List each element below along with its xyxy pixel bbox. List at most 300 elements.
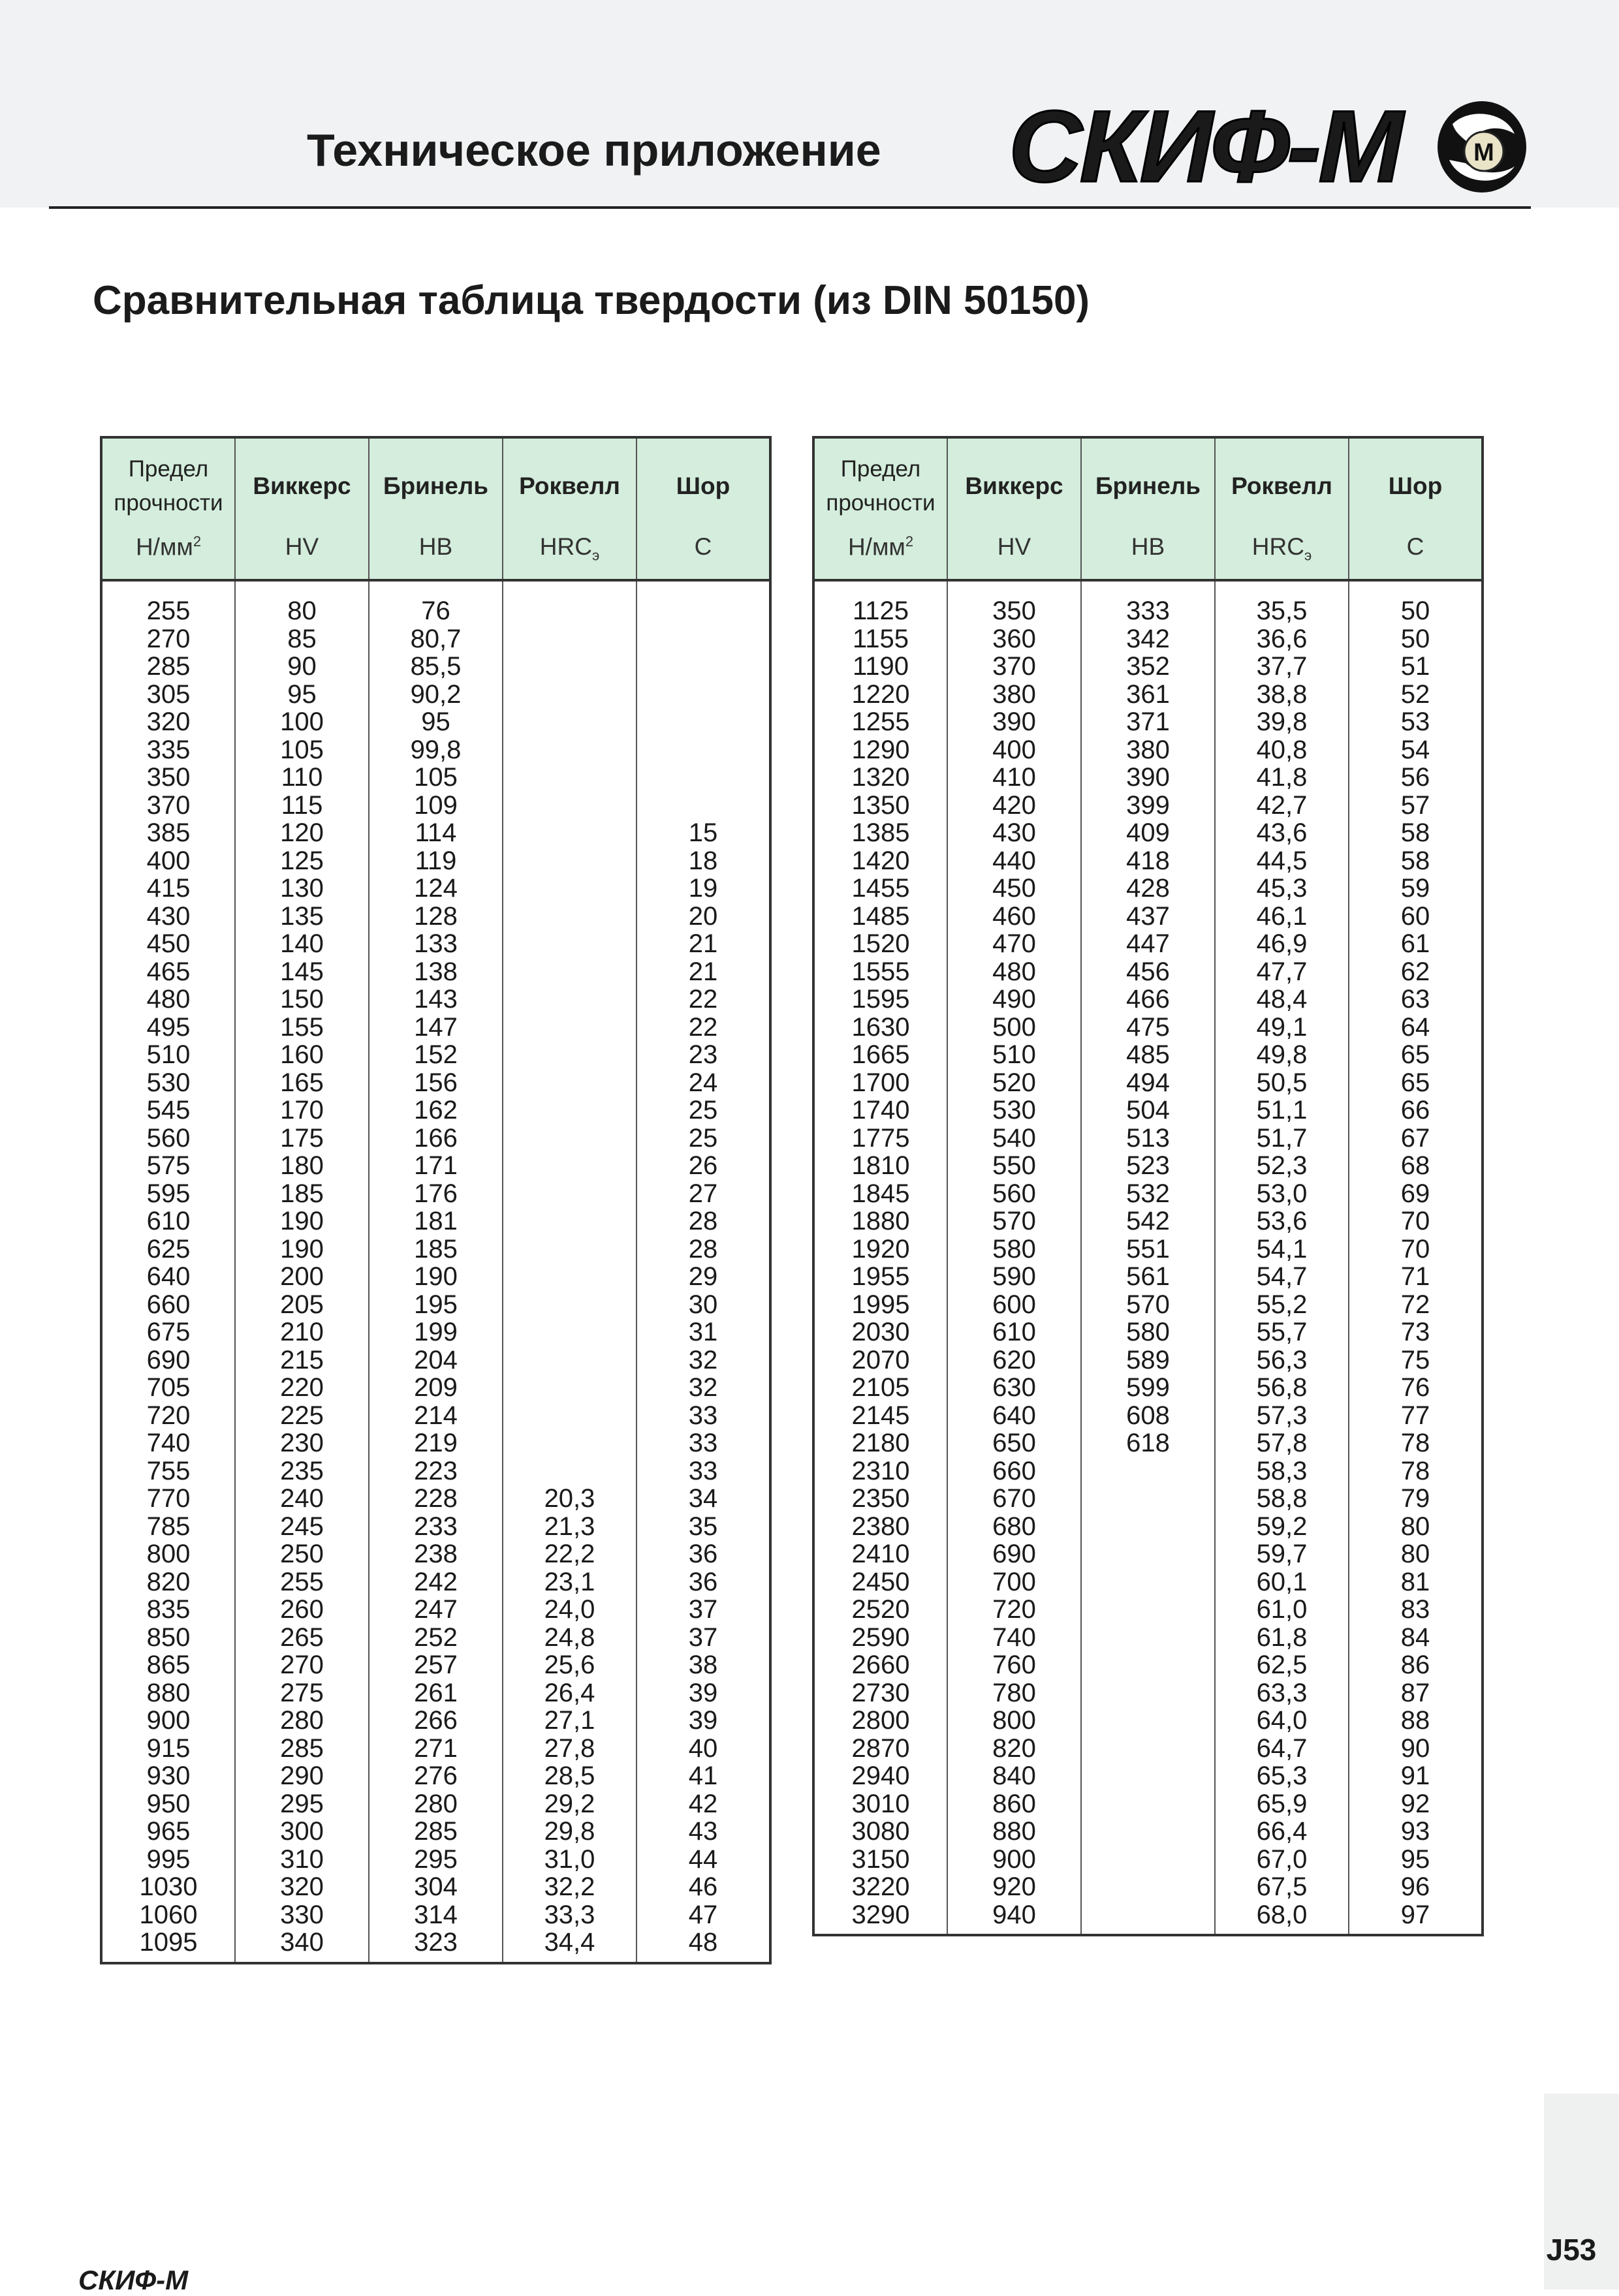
table-cell: 370 <box>146 790 191 820</box>
table-cell <box>503 1374 636 1402</box>
table-cell: 79 <box>1400 1484 1430 1513</box>
table-cell: 255 <box>146 597 191 625</box>
table-cell: 77 <box>1400 1401 1430 1430</box>
table-cell: 204 <box>414 1345 458 1374</box>
table-cell: 620 <box>992 1345 1036 1374</box>
table-cell: 48,4 <box>1256 985 1308 1014</box>
table-cell: 1775 <box>851 1123 910 1153</box>
table-cell: 23,1 <box>544 1567 595 1596</box>
table-cell: 58 <box>1400 846 1430 875</box>
table-cell: 460 <box>992 901 1036 931</box>
table-cell: 57 <box>1400 790 1430 820</box>
table-cell: 160 <box>280 1040 324 1069</box>
table-cell: 23 <box>688 1040 718 1069</box>
table-cell: 3290 <box>851 1900 910 1929</box>
col-brinell-title: Бринель <box>369 437 503 533</box>
table-cell: 390 <box>1126 763 1170 792</box>
hardness-table-left <box>100 436 772 1964</box>
table-cell: 71 <box>1400 1262 1430 1291</box>
table-cell: 155 <box>280 1012 324 1042</box>
table-cell: 2145 <box>851 1401 910 1430</box>
table-cell: 225 <box>280 1401 324 1430</box>
table-cell: 28,5 <box>544 1761 595 1790</box>
table-cell: 15 <box>688 818 718 847</box>
table-cell: 233 <box>414 1512 458 1541</box>
shore-column <box>1349 580 1483 1935</box>
table-cell: 880 <box>146 1678 191 1707</box>
table-cell: 840 <box>992 1761 1036 1790</box>
table-cell <box>637 736 769 764</box>
table-cell: 20 <box>688 901 718 931</box>
table-cell: 650 <box>992 1429 1036 1457</box>
table-body-row <box>101 580 770 1963</box>
table-cell: 33,3 <box>544 1900 595 1929</box>
table-cell: 185 <box>280 1179 324 1208</box>
table-cell: 61,8 <box>1256 1622 1308 1652</box>
table-cell: 310 <box>280 1844 324 1874</box>
table-cell: 55,7 <box>1256 1318 1308 1346</box>
table-cell: 33 <box>688 1456 718 1485</box>
table-cell: 320 <box>146 707 191 736</box>
table-cell <box>503 1069 636 1097</box>
table-cell: 930 <box>146 1761 191 1790</box>
table-cell: 590 <box>992 1262 1036 1291</box>
table-cell: 65 <box>1400 1040 1430 1069</box>
table-cell: 255 <box>280 1567 324 1596</box>
table-cell: 1700 <box>851 1068 910 1097</box>
table-cell: 320 <box>280 1872 324 1901</box>
col-strength-unit: $Н/мм^2$ <box>101 533 235 580</box>
table-cell: 280 <box>414 1789 458 1818</box>
table-cell: 314 <box>414 1900 458 1929</box>
table-cell: 500 <box>992 1012 1036 1042</box>
table-cell: 570 <box>992 1207 1036 1235</box>
table-cell: 156 <box>414 1068 458 1097</box>
strength-column <box>813 580 947 1935</box>
table-cell: 520 <box>992 1068 1036 1097</box>
table-cell: 63 <box>1400 985 1430 1014</box>
table-cell: 54,1 <box>1256 1234 1308 1264</box>
table-cell <box>503 1014 636 1042</box>
col-vickers-title: Виккерс <box>235 437 369 533</box>
table-cell: 1420 <box>851 846 910 875</box>
table-cell: 523 <box>1126 1151 1170 1180</box>
table-cell: 245 <box>280 1512 324 1541</box>
table-cell: 50,5 <box>1256 1068 1308 1097</box>
table-cell: 210 <box>280 1318 324 1346</box>
table-cell: 242 <box>414 1567 458 1596</box>
table-cell: 114 <box>415 818 457 847</box>
table-cell: 1995 <box>851 1290 910 1319</box>
table-cell: 180 <box>280 1151 324 1180</box>
table-cell: 510 <box>146 1040 191 1069</box>
table-cell: 755 <box>146 1456 191 1485</box>
table-cell: 1740 <box>851 1096 910 1125</box>
table-cell: 266 <box>414 1706 458 1735</box>
table-cell: 490 <box>992 985 1036 1014</box>
col-brinell-title: Бринель <box>1081 437 1215 533</box>
table-cell <box>503 1180 636 1208</box>
table-cell: 100 <box>280 707 324 736</box>
table-cell: 580 <box>992 1234 1036 1264</box>
table-cell <box>503 792 636 820</box>
table-cell: 265 <box>280 1622 324 1652</box>
table-cell: 59,7 <box>1256 1540 1308 1568</box>
table-cell: 740 <box>146 1429 191 1457</box>
table-cell: 705 <box>146 1373 191 1402</box>
table-cell <box>637 597 769 625</box>
table-cell: 560 <box>992 1179 1036 1208</box>
table-cell: 257 <box>414 1651 458 1679</box>
table-cell: 78 <box>1400 1429 1430 1457</box>
table-cell: 81 <box>1400 1567 1430 1596</box>
table-cell: 800 <box>146 1540 191 1568</box>
vickers-column <box>947 580 1081 1935</box>
table-cell <box>503 1207 636 1235</box>
table-cell <box>503 1152 636 1180</box>
table-cell <box>503 1402 636 1430</box>
table-cell: 147 <box>414 1012 458 1042</box>
table-cell: 450 <box>992 874 1036 903</box>
table-cell: 88 <box>1400 1706 1430 1735</box>
table-cell: 46,1 <box>1256 901 1308 931</box>
table-cell: 437 <box>1126 901 1170 931</box>
col-shore-title: Шор <box>637 437 770 533</box>
table-cell: 660 <box>146 1290 191 1319</box>
table-cell: 29 <box>688 1262 718 1291</box>
table-cell: 1060 <box>139 1900 198 1929</box>
table-cell: 270 <box>280 1651 324 1679</box>
col-rockwell-title: Роквелл <box>503 437 637 533</box>
table-cell: 72 <box>1400 1290 1430 1319</box>
table-cell: 550 <box>992 1151 1036 1180</box>
table-cell: 80 <box>1400 1540 1430 1568</box>
table-cell: 27,1 <box>544 1706 595 1735</box>
table-cell: 600 <box>992 1290 1036 1319</box>
table-cell: 495 <box>146 1012 191 1042</box>
table-cell: 240 <box>280 1484 324 1513</box>
table-cell <box>503 1429 636 1457</box>
table-cell: 32 <box>688 1373 718 1402</box>
table-cell: 780 <box>992 1678 1036 1707</box>
table-cell: 52 <box>1400 679 1430 709</box>
table-cell: 920 <box>992 1872 1036 1901</box>
table-cell: 64,0 <box>1256 1706 1308 1735</box>
table-cell: 27 <box>688 1179 718 1208</box>
table-cell: 2520 <box>851 1595 910 1624</box>
table-cell: 2940 <box>851 1761 910 1790</box>
col-brinell-unit: HB <box>1081 533 1215 580</box>
table-cell: 36 <box>688 1540 718 1568</box>
table-cell: 67,5 <box>1256 1872 1308 1901</box>
table-cell: 247 <box>414 1595 458 1624</box>
col-rockwell-unit: $HRC_э$ <box>1215 533 1349 580</box>
table-cell: 162 <box>414 1096 458 1125</box>
hardness-table-right <box>812 436 1484 1936</box>
table-cell: 465 <box>146 957 191 986</box>
table-cell: 27,8 <box>544 1733 595 1763</box>
table-cell: 171 <box>414 1151 458 1180</box>
table-cell: 133 <box>414 929 458 958</box>
col-strength-title: Предел прочности <box>101 437 235 533</box>
logo-emblem-letter: М <box>1473 139 1494 166</box>
table-cell: 32 <box>688 1345 718 1374</box>
table-cell: 37 <box>688 1595 718 1624</box>
table-cell: 995 <box>146 1844 191 1874</box>
table-cell: 52,3 <box>1256 1151 1308 1180</box>
table-cell: 599 <box>1126 1373 1170 1402</box>
table-cell: 447 <box>1126 929 1170 958</box>
table-cell: 504 <box>1126 1096 1170 1125</box>
table-cell: 1455 <box>851 874 910 903</box>
table-cell: 50 <box>1400 597 1430 625</box>
table-cell: 42,7 <box>1256 790 1308 820</box>
table-cell: 675 <box>146 1318 191 1346</box>
table-cell: 950 <box>146 1789 191 1818</box>
table-cell: 44 <box>688 1844 718 1874</box>
table-cell: 3220 <box>851 1872 910 1901</box>
table-cell: 51,1 <box>1256 1096 1308 1125</box>
table-cell: 2450 <box>851 1567 910 1596</box>
table-cell: 940 <box>992 1900 1036 1929</box>
table-cell: 143 <box>414 985 458 1014</box>
table-cell: 166 <box>414 1123 458 1153</box>
table-cell: 540 <box>992 1123 1036 1153</box>
table-cell: 35 <box>688 1512 718 1541</box>
table-cell: 352 <box>1126 652 1170 681</box>
table-cell: 80 <box>1400 1512 1430 1541</box>
col-rockwell-title: Роквелл <box>1215 437 1349 533</box>
table-cell: 530 <box>992 1096 1036 1125</box>
table-cell: 46 <box>688 1872 718 1901</box>
table-cell: 50 <box>1400 624 1430 653</box>
table-cell: 38,8 <box>1256 679 1308 709</box>
table-cell: 59,2 <box>1256 1512 1308 1541</box>
table-cell <box>503 1318 636 1346</box>
table-cell: 138 <box>414 957 458 986</box>
table-cell: 209 <box>414 1373 458 1402</box>
table-cell: 1845 <box>851 1179 910 1208</box>
table-cell: 67,0 <box>1256 1844 1308 1874</box>
table-cell: 230 <box>280 1429 324 1457</box>
table-cell <box>503 764 636 792</box>
table-cell: 152 <box>414 1040 458 1069</box>
table-cell: 55,2 <box>1256 1290 1308 1319</box>
table-cell: 250 <box>280 1540 324 1568</box>
rockwell-column <box>503 580 637 1963</box>
table-cell: 21 <box>688 957 718 986</box>
table-cell: 900 <box>992 1844 1036 1874</box>
table-cell: 65 <box>1400 1068 1430 1097</box>
table-cell <box>503 958 636 986</box>
table-cell: 58,8 <box>1256 1484 1308 1513</box>
company-logo <box>1009 90 1531 204</box>
table-cell: 342 <box>1126 624 1170 653</box>
table-cell: 26 <box>688 1151 718 1180</box>
table-cell: 49,8 <box>1256 1040 1308 1069</box>
table-cell: 1220 <box>851 679 910 709</box>
col-shore-title: Шор <box>1349 437 1483 533</box>
table-cell <box>503 736 636 764</box>
table-cell <box>503 681 636 709</box>
table-cell: 700 <box>992 1567 1036 1596</box>
table-cell: 720 <box>146 1401 191 1430</box>
table-cell: 400 <box>146 846 191 875</box>
table-cell: 900 <box>146 1706 191 1735</box>
table-cell: 28 <box>688 1234 718 1264</box>
table-cell: 380 <box>1126 735 1170 764</box>
table-cell: 53 <box>1400 707 1430 736</box>
table-cell <box>503 1096 636 1125</box>
table-cell: 575 <box>146 1151 191 1180</box>
page-header-title: Техническое приложение <box>307 125 881 176</box>
table-cell: 513 <box>1126 1123 1170 1153</box>
table-cell <box>503 653 636 681</box>
table-cell: 760 <box>992 1651 1036 1679</box>
col-rockwell-unit: $HRC_э$ <box>503 533 637 580</box>
table-cell: 84 <box>1400 1622 1430 1652</box>
table-cell: 1350 <box>851 790 910 820</box>
table-cell: 1880 <box>851 1207 910 1235</box>
table-cell: 690 <box>992 1540 1036 1568</box>
table-cell: 235 <box>280 1456 324 1485</box>
table-cell: 34,4 <box>544 1928 595 1957</box>
table-cell: 22 <box>688 985 718 1014</box>
table-cell: 30 <box>688 1290 718 1319</box>
table-cell: 86 <box>1400 1651 1430 1679</box>
shore-column <box>637 580 770 1963</box>
table-cell: 40 <box>688 1733 718 1763</box>
table-cell <box>637 792 769 820</box>
table-cell: 430 <box>146 901 191 931</box>
table-cell: 54,7 <box>1256 1262 1308 1291</box>
table-cell: 390 <box>992 707 1036 736</box>
table-cell: 205 <box>280 1290 324 1319</box>
table-cell: 53,0 <box>1256 1179 1308 1208</box>
table-cell: 140 <box>280 929 324 958</box>
table-cell: 69 <box>1400 1179 1430 1208</box>
table-cell: 1155 <box>852 624 909 653</box>
table-cell: 3010 <box>851 1789 910 1818</box>
table-cell: 1665 <box>851 1040 910 1069</box>
header-row-units <box>813 533 1483 580</box>
table-cell: 370 <box>992 652 1036 681</box>
table-cell: 385 <box>146 818 191 847</box>
table-cell: 532 <box>1126 1179 1170 1208</box>
table-cell: 2380 <box>851 1512 910 1541</box>
table-cell <box>503 1263 636 1291</box>
table-cell: 35,5 <box>1256 597 1308 625</box>
table-cell: 21,3 <box>544 1512 595 1541</box>
header-rule <box>49 206 1531 209</box>
col-vickers-title: Виккерс <box>947 437 1081 533</box>
table-cell: 466 <box>1126 985 1170 1014</box>
table-cell: 68 <box>1400 1151 1430 1180</box>
table-cell: 561 <box>1126 1262 1170 1291</box>
table-cell: 40,8 <box>1256 735 1308 764</box>
table-cell: 76 <box>1400 1373 1430 1402</box>
table-cell: 31,0 <box>544 1844 595 1874</box>
table-cell: 420 <box>992 790 1036 820</box>
table-cell: 1920 <box>851 1234 910 1264</box>
table-cell: 80,7 <box>410 624 462 653</box>
table-cell: 215 <box>280 1345 324 1374</box>
table-cell: 39 <box>688 1678 718 1707</box>
table-cell <box>637 653 769 681</box>
table-cell: 860 <box>992 1789 1036 1818</box>
table-cell: 608 <box>1126 1401 1170 1430</box>
table-cell: 62,5 <box>1256 1651 1308 1679</box>
header-row-titles <box>101 437 770 533</box>
table-cell: 410 <box>992 763 1036 792</box>
table-cell: 340 <box>280 1928 324 1957</box>
table-cell <box>503 625 636 653</box>
table-cell: 75 <box>1400 1345 1430 1374</box>
table-cell: 2410 <box>851 1540 910 1568</box>
table-cell: 37 <box>688 1622 718 1652</box>
table-cell: 95 <box>287 679 317 709</box>
table-cell: 545 <box>146 1096 191 1125</box>
table-cell: 485 <box>1126 1040 1170 1069</box>
table-cell: 880 <box>992 1817 1036 1846</box>
table-cell: 95 <box>421 707 450 736</box>
table-cell: 850 <box>146 1622 191 1652</box>
table-cell: 304 <box>414 1872 458 1901</box>
table-cell: 170 <box>280 1096 324 1125</box>
table-cell: 29,8 <box>544 1817 595 1846</box>
table-cell: 109 <box>414 790 458 820</box>
table-cell: 25,6 <box>544 1651 595 1679</box>
table-cell: 47 <box>688 1900 718 1929</box>
table-cell: 670 <box>992 1484 1036 1513</box>
table-cell: 21 <box>688 929 718 958</box>
table-cell <box>503 1041 636 1069</box>
table-cell <box>503 875 636 903</box>
table-cell: 57,8 <box>1256 1429 1308 1457</box>
table-cell: 32,2 <box>544 1872 595 1901</box>
col-strength-title: Предел прочности <box>813 437 947 533</box>
table-cell: 1520 <box>851 929 910 958</box>
table-cell: 24,8 <box>544 1622 595 1652</box>
table-cell: 1320 <box>851 763 910 792</box>
table-cell: 51 <box>1400 652 1430 681</box>
table-cell: 34 <box>688 1484 718 1513</box>
table-cell: 105 <box>414 763 458 792</box>
vickers-column <box>235 580 369 1963</box>
table-cell: 56,8 <box>1256 1373 1308 1402</box>
table-cell: 323 <box>414 1928 458 1957</box>
table-cell: 42 <box>688 1789 718 1818</box>
table-cell: 542 <box>1126 1207 1170 1235</box>
table-cell: 31 <box>688 1318 718 1346</box>
table-cell: 2800 <box>851 1706 910 1735</box>
table-cell: 59 <box>1400 874 1430 903</box>
table-cell: 125 <box>280 846 324 875</box>
table-cell: 63,3 <box>1256 1678 1308 1707</box>
table-cell: 181 <box>414 1207 458 1235</box>
table-cell: 64,7 <box>1256 1733 1308 1763</box>
table-cell <box>637 764 769 792</box>
table-cell: 380 <box>992 679 1036 709</box>
table-cell: 29,2 <box>544 1789 595 1818</box>
table-cell: 595 <box>146 1179 191 1208</box>
table-cell: 580 <box>1126 1318 1170 1346</box>
brinell-column <box>1081 580 1215 1935</box>
header-row-titles <box>813 437 1483 533</box>
table-cell: 33 <box>688 1429 718 1457</box>
table-cell: 24 <box>688 1068 718 1097</box>
table-cell: 36 <box>688 1567 718 1596</box>
